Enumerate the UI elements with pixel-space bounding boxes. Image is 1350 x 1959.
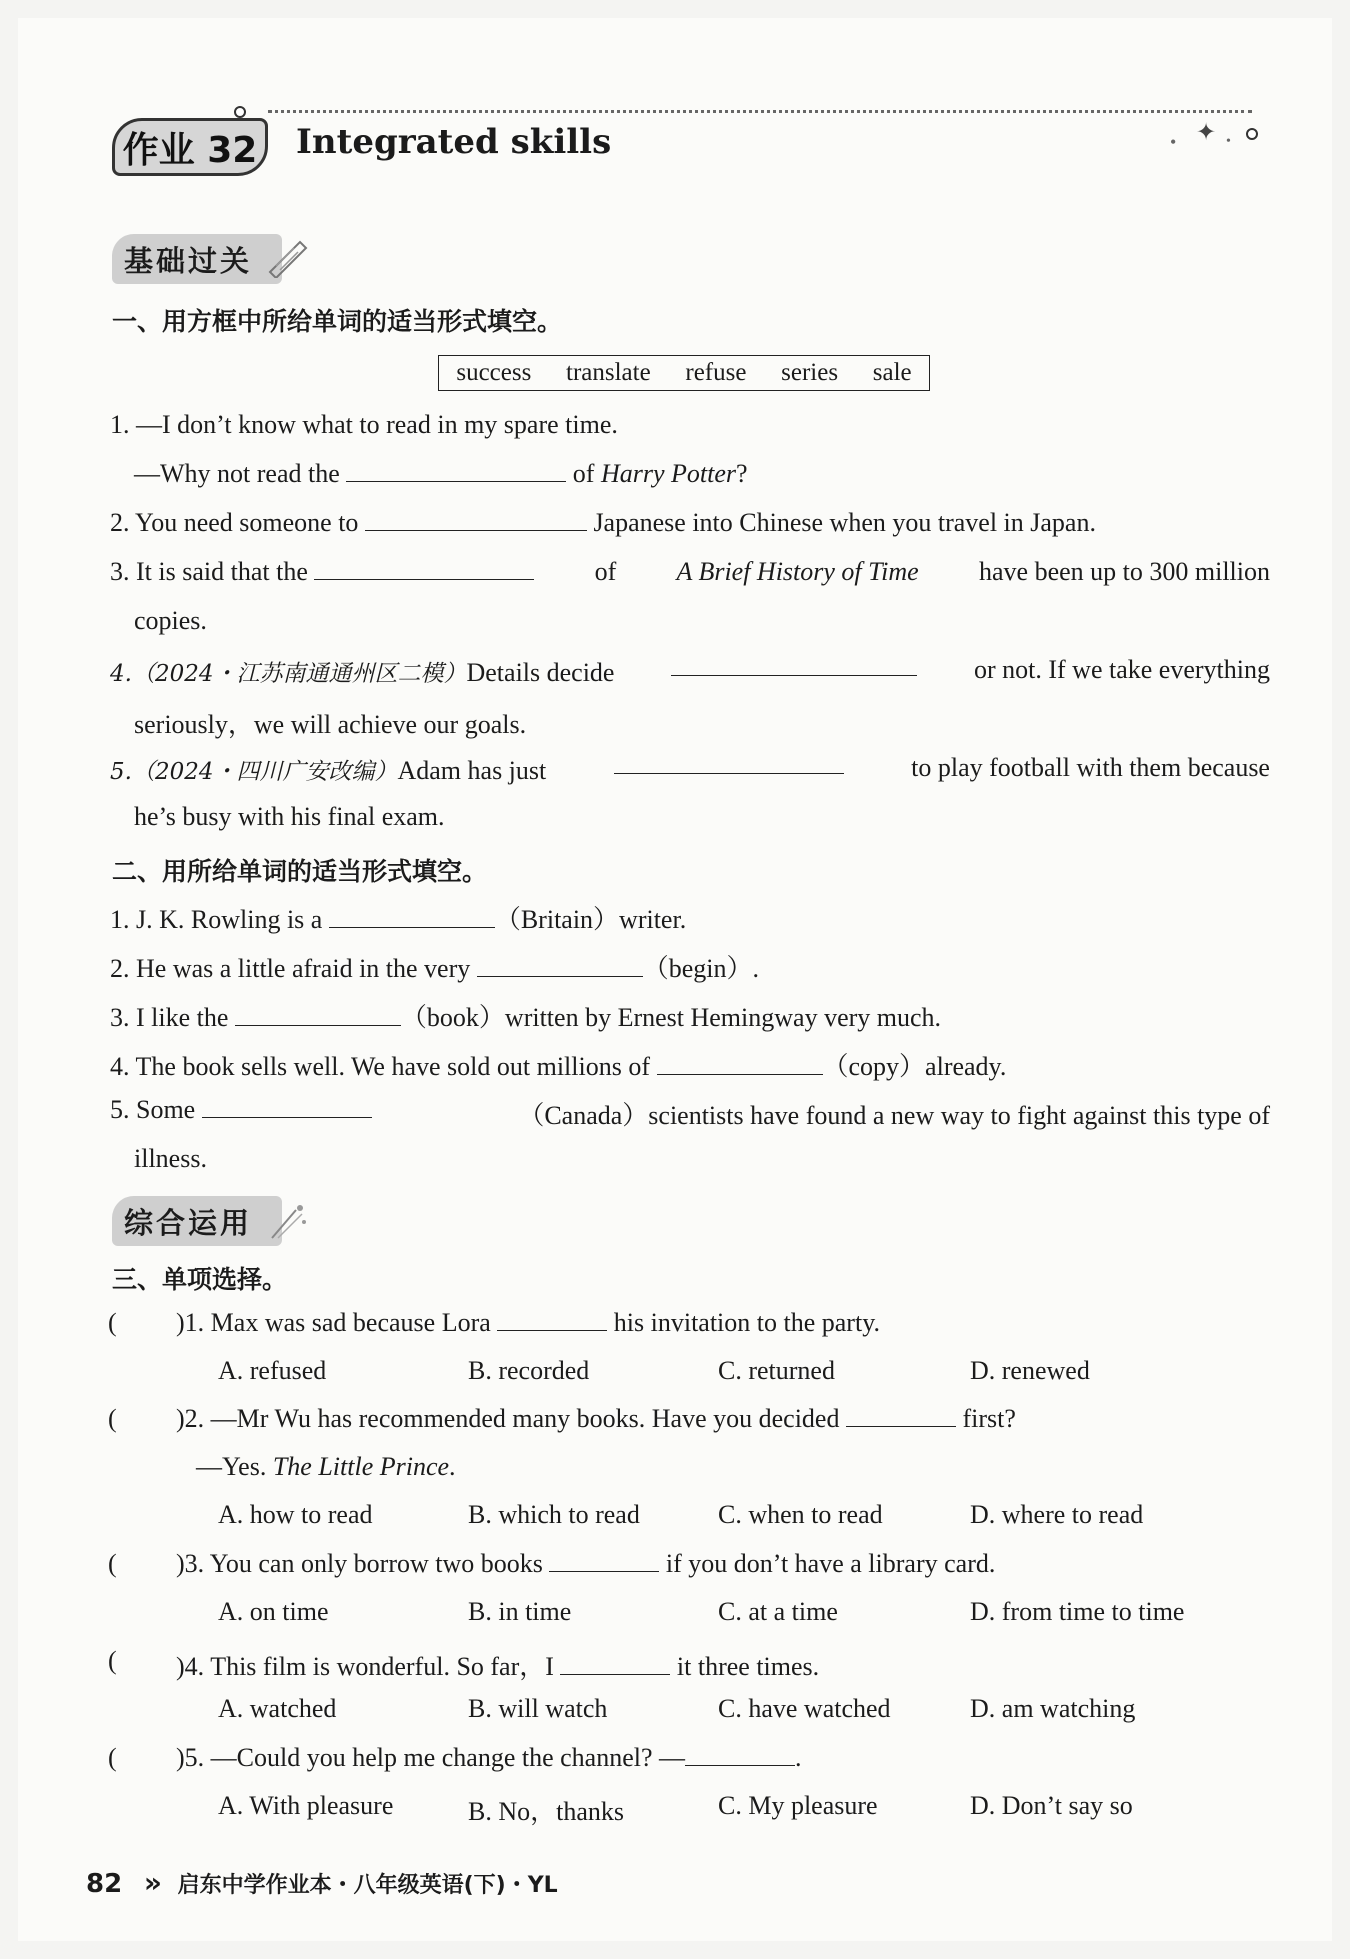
- mc-q1-option-a[interactable]: A. refused: [218, 1356, 327, 1385]
- p2-q1: 1. J. K. Rowling is a （Britain）writer.: [110, 905, 687, 934]
- sparkles-icon: [266, 1200, 310, 1249]
- p2-q5-cont: illness.: [134, 1144, 207, 1173]
- part2-heading: 二、用所给单词的适当形式填空。: [112, 857, 488, 886]
- mc-q1-option-b[interactable]: B. recorded: [468, 1356, 590, 1385]
- p2-q2: 2. He was a little afraid in the very （begin）.: [110, 954, 760, 983]
- header-circle-right: [1246, 128, 1258, 140]
- word-box-item: translate: [566, 359, 651, 386]
- mc-q5-option-b[interactable]: B. No，thanks: [468, 1797, 625, 1826]
- mc-q5-stem: )5. —Could you help me change the channel? — .: [176, 1743, 802, 1772]
- mc-q4-option-d[interactable]: D. am watching: [970, 1694, 1136, 1723]
- answer-blank[interactable]: [329, 907, 495, 928]
- section-badge-integrated: 综合运用: [112, 1196, 282, 1246]
- mc-q5-option-a[interactable]: A. With pleasure: [218, 1791, 394, 1820]
- page-number: 82: [86, 1869, 123, 1899]
- mc-q3-option-a[interactable]: A. on time: [218, 1597, 329, 1626]
- mc-q4-option-a[interactable]: A. watched: [218, 1694, 337, 1723]
- mc-q5-option-d[interactable]: D. Don’t say so: [970, 1791, 1133, 1820]
- mc-q3-option-b[interactable]: B. in time: [468, 1597, 572, 1626]
- answer-blank[interactable]: [671, 655, 917, 676]
- p1-q1-line2: —Why not read the of Harry Potter?: [134, 459, 748, 488]
- mc-q2-option-b[interactable]: B. which to read: [468, 1500, 640, 1529]
- header-circle-left: [234, 106, 246, 118]
- p1-q3: 3. It is said that the of A Brief History of Time have been up to 300 million: [110, 557, 1270, 586]
- homework-number-tab: 作业 32: [112, 118, 268, 176]
- answer-blank[interactable]: [202, 1097, 372, 1118]
- mc-q5-option-c[interactable]: C. My pleasure: [718, 1791, 878, 1820]
- answer-blank[interactable]: [846, 1406, 956, 1427]
- source-note: 4.（2024・江苏南通通州区二模）: [110, 661, 467, 687]
- mc-paren[interactable]: (: [108, 1404, 117, 1433]
- mc-q1-option-d[interactable]: D. renewed: [970, 1356, 1090, 1385]
- p2-q3: 3. I like the （book）written by Ernest Hemingway very much.: [110, 1003, 942, 1032]
- p1-q3-cont: copies.: [134, 606, 207, 635]
- footer: [86, 1866, 558, 1899]
- chevron-icon: »: [143, 1866, 162, 1899]
- book-title: 启东中学作业本・八年级英语(下)・YL: [177, 1873, 558, 1898]
- mc-q2-option-c[interactable]: C. when to read: [718, 1500, 883, 1529]
- dot-decoration-icon-2: •: [1226, 134, 1231, 149]
- mc-q2-stem: )2. —Mr Wu has recommended many books. Have you decided first?: [176, 1404, 1016, 1433]
- mc-q1-stem: )1. Max was sad because Lora his invitation to the party.: [176, 1308, 881, 1337]
- source-note: 5.（2024・四川广安改编）: [110, 759, 398, 785]
- answer-blank[interactable]: [235, 1005, 401, 1026]
- answer-blank[interactable]: [560, 1654, 670, 1675]
- answer-blank[interactable]: [497, 1310, 607, 1331]
- mc-paren[interactable]: (: [108, 1743, 117, 1772]
- mc-q4-option-b[interactable]: B. will watch: [468, 1694, 608, 1723]
- part3-heading: 三、单项选择。: [112, 1265, 288, 1294]
- answer-blank[interactable]: [314, 559, 534, 580]
- mc-paren[interactable]: (: [108, 1549, 117, 1578]
- part1-heading: 一、用方框中所给单词的适当形式填空。: [112, 307, 563, 336]
- mc-q2-option-a[interactable]: A. how to read: [218, 1500, 373, 1529]
- pencil-icon: [266, 238, 310, 283]
- p1-q4-cont: seriously，we will achieve our goals.: [134, 710, 527, 739]
- page-title: Integrated skills: [296, 122, 612, 162]
- header-dotted-line: [268, 110, 1252, 113]
- p2-q5: 5. Some （Canada）scientists have found a new way to fight against this type of: [110, 1095, 1270, 1130]
- answer-blank[interactable]: [365, 510, 587, 531]
- word-box-item: sale: [872, 359, 912, 386]
- mc-q3-stem: )3. You can only borrow two books if you don’t have a library card.: [176, 1549, 996, 1578]
- sparkle-icon: ✦: [1196, 120, 1217, 146]
- answer-blank[interactable]: [477, 956, 643, 977]
- word-box-item: refuse: [685, 359, 747, 386]
- p1-q1-line1: 1. —I don’t know what to read in my spare time.: [110, 410, 618, 439]
- p1-q4: 4.（2024・江苏南通通州区二模）Details decide or not. If we take everything: [110, 655, 1270, 687]
- answer-blank[interactable]: [657, 1054, 823, 1075]
- p1-q5-cont: he’s busy with his final exam.: [134, 802, 445, 831]
- mc-paren[interactable]: (: [108, 1646, 117, 1675]
- mc-q4-stem: )4. This film is wonderful. So far，I it three times.: [176, 1652, 820, 1681]
- mc-paren[interactable]: (: [108, 1308, 117, 1337]
- mc-q2-option-d[interactable]: D. where to read: [970, 1500, 1144, 1529]
- p1-q2: 2. You need someone to Japanese into Chinese when you travel in Japan.: [110, 508, 1096, 537]
- word-box: [438, 355, 930, 391]
- p2-q4: 4. The book sells well. We have sold out millions of （copy）already.: [110, 1052, 1007, 1081]
- answer-blank[interactable]: [614, 753, 844, 774]
- answer-blank[interactable]: [346, 461, 566, 482]
- mc-q4-option-c[interactable]: C. have watched: [718, 1694, 891, 1723]
- section-badge-basic: 基础过关: [112, 234, 282, 284]
- answer-blank[interactable]: [685, 1745, 795, 1766]
- mc-q3-option-c[interactable]: C. at a time: [718, 1597, 838, 1626]
- mc-q2-line2: —Yes. The Little Prince.: [196, 1452, 456, 1481]
- answer-blank[interactable]: [549, 1551, 659, 1572]
- mc-q1-option-c[interactable]: C. returned: [718, 1356, 835, 1385]
- p1-q5: 5.（2024・四川广安改编）Adam has just to play football with them because: [110, 753, 1270, 785]
- mc-q3-option-d[interactable]: D. from time to time: [970, 1597, 1185, 1626]
- word-box-item: series: [781, 359, 839, 386]
- dot-decoration-icon: •: [1170, 132, 1177, 152]
- word-box-item: success: [456, 359, 532, 386]
